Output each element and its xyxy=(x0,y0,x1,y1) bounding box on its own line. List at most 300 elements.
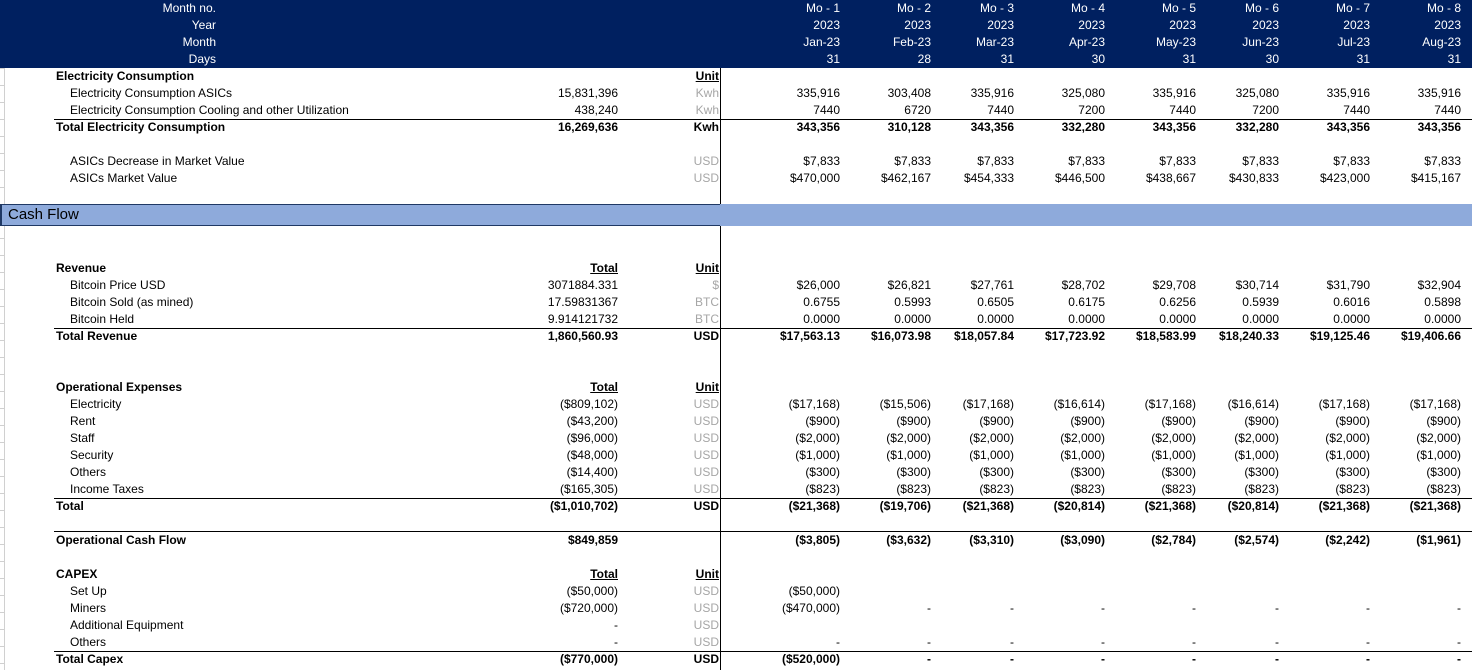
row-unit[interactable]: Kwh xyxy=(693,120,719,134)
row-label[interactable]: ASICs Market Value xyxy=(70,171,178,185)
month-value-cell[interactable]: 0.0000 xyxy=(1424,312,1461,326)
row-label[interactable]: Total Revenue xyxy=(56,329,138,343)
total-header: Total xyxy=(590,567,618,581)
month-value-cell[interactable]: ($1,961) xyxy=(1416,533,1461,547)
month-value-cell[interactable]: $7,833 xyxy=(1333,154,1370,168)
row-label[interactable]: Set Up xyxy=(70,584,107,598)
month-value-cell[interactable]: $17,723.92 xyxy=(1044,329,1105,343)
row-label[interactable]: ASICs Decrease in Market Value xyxy=(70,154,245,168)
header-month-month: Feb-23 xyxy=(892,35,931,49)
month-value-cell[interactable]: 7440 xyxy=(1434,103,1461,117)
month-value-cell[interactable]: 343,356 xyxy=(796,120,840,134)
month-value-cell[interactable]: ($1,000) xyxy=(1151,448,1196,462)
month-value-cell[interactable]: ($300) xyxy=(979,465,1014,479)
row-total[interactable]: ($165,305) xyxy=(559,482,618,496)
row-header-strip xyxy=(0,0,5,670)
row-tick xyxy=(0,340,4,341)
month-value-cell[interactable]: $7,833 xyxy=(1159,154,1196,168)
row-tick xyxy=(0,561,4,562)
row-total[interactable]: 16,269,636 xyxy=(557,120,618,134)
total-top-border xyxy=(54,328,1472,329)
month-value-cell[interactable]: $462,167 xyxy=(880,171,931,185)
month-value-cell[interactable]: - xyxy=(1275,601,1279,615)
month-value-cell[interactable]: - xyxy=(1010,601,1014,615)
month-value-cell[interactable]: - xyxy=(1101,652,1105,666)
month-value-cell[interactable]: 7440 xyxy=(1343,103,1370,117)
row-tick xyxy=(0,663,4,664)
section-title: Operational Expenses xyxy=(56,380,183,394)
month-value-cell[interactable]: 335,916 xyxy=(796,86,840,100)
month-value-cell[interactable]: ($50,000) xyxy=(788,584,840,598)
section-title: CAPEX xyxy=(56,567,98,581)
month-value-cell[interactable]: 335,916 xyxy=(1326,86,1370,100)
row-total[interactable]: ($48,000) xyxy=(566,448,618,462)
month-value-cell[interactable]: ($21,368) xyxy=(788,499,840,513)
row-total[interactable]: 9.914121732 xyxy=(547,312,618,326)
header-label: Year xyxy=(191,18,216,32)
row-total[interactable]: - xyxy=(614,635,618,649)
month-value-cell[interactable]: ($1,000) xyxy=(1416,448,1461,462)
header-month-mo: Mo - 7 xyxy=(1335,1,1370,15)
month-value-cell[interactable]: $454,333 xyxy=(963,171,1014,185)
month-value-cell[interactable]: $423,000 xyxy=(1319,171,1370,185)
row-tick xyxy=(0,544,4,545)
row-total[interactable]: 17.59831367 xyxy=(547,295,618,309)
row-label[interactable]: Security xyxy=(70,448,114,462)
row-total[interactable]: $849,859 xyxy=(567,533,618,547)
month-value-cell[interactable]: ($1,000) xyxy=(886,448,931,462)
row-unit[interactable]: USD xyxy=(693,154,719,168)
month-value-cell[interactable]: 343,356 xyxy=(1417,120,1461,134)
month-value-cell[interactable]: ($21,368) xyxy=(1409,499,1461,513)
month-value-cell[interactable]: ($2,000) xyxy=(1416,431,1461,445)
row-tick xyxy=(0,323,4,324)
month-value-cell[interactable]: - xyxy=(1275,635,1279,649)
unit-column-divider xyxy=(720,68,721,204)
month-value-cell[interactable]: 303,408 xyxy=(887,86,931,100)
month-value-cell[interactable]: ($16,614) xyxy=(1053,397,1105,411)
row-tick xyxy=(0,425,4,426)
header-label: Month xyxy=(182,35,216,49)
header-month-month: Apr-23 xyxy=(1068,35,1105,49)
row-total[interactable]: ($43,200) xyxy=(566,414,618,428)
header-month-days: 31 xyxy=(1182,52,1196,66)
row-total[interactable]: 438,240 xyxy=(574,103,618,117)
row-label[interactable]: Electricity Consumption ASICs xyxy=(70,86,233,100)
row-unit[interactable]: USD xyxy=(693,635,719,649)
month-value-cell[interactable]: ($470,000) xyxy=(781,601,840,615)
month-value-cell[interactable]: - xyxy=(1010,635,1014,649)
month-value-cell[interactable]: 7200 xyxy=(1252,103,1279,117)
month-value-cell[interactable]: ($21,368) xyxy=(1318,499,1370,513)
month-value-cell[interactable]: 0.0000 xyxy=(894,312,931,326)
row-total[interactable]: ($1,010,702) xyxy=(549,499,618,513)
month-value-cell[interactable]: ($823) xyxy=(1070,482,1105,496)
month-value-cell[interactable]: 335,916 xyxy=(1152,86,1196,100)
month-value-cell[interactable]: 0.6505 xyxy=(977,295,1014,309)
month-value-cell[interactable]: $26,821 xyxy=(887,278,931,292)
month-value-cell[interactable]: 0.5993 xyxy=(894,295,931,309)
month-value-cell[interactable]: ($900) xyxy=(1161,414,1196,428)
month-value-cell[interactable]: ($1,000) xyxy=(1060,448,1105,462)
header-month-mo: Mo - 1 xyxy=(805,1,840,15)
row-unit[interactable]: Kwh xyxy=(695,86,719,100)
month-value-cell[interactable]: - xyxy=(1192,652,1196,666)
month-value-cell[interactable]: $7,833 xyxy=(977,154,1014,168)
row-tick xyxy=(0,187,4,188)
month-value-cell[interactable]: 343,356 xyxy=(1326,120,1370,134)
row-total[interactable]: ($720,000) xyxy=(559,601,618,615)
row-label[interactable]: Bitcoin Sold (as mined) xyxy=(70,295,194,309)
row-tick xyxy=(0,272,4,273)
month-value-cell[interactable]: ($900) xyxy=(805,414,840,428)
month-value-cell[interactable]: $7,833 xyxy=(1068,154,1105,168)
row-tick xyxy=(0,612,4,613)
row-label[interactable]: Electricity Consumption Cooling and other Utilization xyxy=(70,103,349,117)
row-unit[interactable]: USD xyxy=(693,397,719,411)
row-label[interactable]: Staff xyxy=(70,431,95,445)
month-value-cell[interactable]: $32,904 xyxy=(1417,278,1461,292)
row-total[interactable]: ($50,000) xyxy=(566,584,618,598)
month-value-cell[interactable]: ($2,000) xyxy=(886,431,931,445)
month-value-cell[interactable]: 7440 xyxy=(987,103,1014,117)
month-value-cell[interactable]: 332,280 xyxy=(1235,120,1279,134)
row-total[interactable]: 3071884.331 xyxy=(547,278,618,292)
header-month-days: 30 xyxy=(1091,52,1105,66)
month-value-cell[interactable]: ($19,706) xyxy=(879,499,931,513)
month-value-cell[interactable]: $19,406.66 xyxy=(1400,329,1461,343)
row-tick xyxy=(0,527,4,528)
month-value-cell[interactable]: 310,128 xyxy=(887,120,931,134)
header-month-mo: Mo - 5 xyxy=(1161,1,1196,15)
row-unit[interactable]: USD xyxy=(693,499,719,513)
month-value-cell[interactable]: ($17,168) xyxy=(1409,397,1461,411)
month-value-cell[interactable]: 0.0000 xyxy=(977,312,1014,326)
header-month-year: 2023 xyxy=(1434,18,1461,32)
row-tick xyxy=(0,85,4,86)
month-value-cell[interactable]: ($300) xyxy=(1244,465,1279,479)
month-value-cell[interactable]: 0.5898 xyxy=(1424,295,1461,309)
month-value-cell[interactable]: $438,667 xyxy=(1145,171,1196,185)
month-value-cell[interactable]: ($1,000) xyxy=(1234,448,1279,462)
row-unit[interactable]: USD xyxy=(693,618,719,632)
row-total[interactable]: ($809,102) xyxy=(559,397,618,411)
month-value-cell[interactable]: $19,125.46 xyxy=(1309,329,1370,343)
month-value-cell[interactable]: ($2,242) xyxy=(1325,533,1370,547)
unit-header: Unit xyxy=(695,380,719,394)
row-unit[interactable]: Kwh xyxy=(695,103,719,117)
row-unit[interactable]: USD xyxy=(693,601,719,615)
ocf-top-border xyxy=(54,531,1472,532)
month-value-cell[interactable]: 0.6175 xyxy=(1068,295,1105,309)
month-value-cell[interactable]: ($300) xyxy=(1161,465,1196,479)
month-value-cell[interactable]: ($520,000) xyxy=(781,652,840,666)
header-month-year: 2023 xyxy=(813,18,840,32)
month-value-cell[interactable]: $18,057.84 xyxy=(953,329,1014,343)
month-value-cell[interactable]: ($2,000) xyxy=(1234,431,1279,445)
header-month-mo: Mo - 6 xyxy=(1244,1,1279,15)
header-month-year: 2023 xyxy=(1252,18,1279,32)
total-header: Total xyxy=(590,380,618,394)
row-unit[interactable]: USD xyxy=(693,431,719,445)
row-tick xyxy=(0,629,4,630)
month-value-cell[interactable]: ($20,814) xyxy=(1053,499,1105,513)
header-month-mo: Mo - 3 xyxy=(979,1,1014,15)
month-value-cell[interactable]: $16,073.98 xyxy=(870,329,931,343)
month-value-cell[interactable]: ($300) xyxy=(805,465,840,479)
row-total[interactable]: 15,831,396 xyxy=(557,86,618,100)
month-value-cell[interactable]: ($17,168) xyxy=(1318,397,1370,411)
row-tick xyxy=(0,306,4,307)
row-label[interactable]: Rent xyxy=(70,414,96,428)
month-value-cell[interactable]: $28,702 xyxy=(1061,278,1105,292)
month-value-cell[interactable]: 325,080 xyxy=(1061,86,1105,100)
row-total[interactable]: 1,860,560.93 xyxy=(547,329,618,343)
row-label[interactable]: Total xyxy=(56,499,84,513)
header-month-days: 31 xyxy=(826,52,840,66)
header-month-year: 2023 xyxy=(1169,18,1196,32)
month-value-cell[interactable]: $7,833 xyxy=(803,154,840,168)
month-value-cell[interactable]: ($823) xyxy=(805,482,840,496)
month-value-cell[interactable]: 7440 xyxy=(813,103,840,117)
row-total[interactable]: ($770,000) xyxy=(559,652,618,666)
month-value-cell[interactable]: ($3,310) xyxy=(969,533,1014,547)
header-month-month: Mar-23 xyxy=(975,35,1014,49)
month-value-cell[interactable]: - xyxy=(1192,635,1196,649)
row-tick xyxy=(0,68,4,69)
unit-header: Unit xyxy=(695,69,719,83)
month-value-cell[interactable]: ($21,368) xyxy=(1144,499,1196,513)
row-unit[interactable]: BTC xyxy=(695,295,719,309)
month-value-cell[interactable]: - xyxy=(1457,652,1461,666)
header-label: Month no. xyxy=(162,1,216,15)
row-tick xyxy=(0,238,4,239)
month-value-cell[interactable]: 6720 xyxy=(904,103,931,117)
header-month-mo: Mo - 4 xyxy=(1070,1,1105,15)
row-label[interactable]: Bitcoin Price USD xyxy=(70,278,166,292)
month-value-cell[interactable]: $17,563.13 xyxy=(779,329,840,343)
month-value-cell[interactable]: 0.6256 xyxy=(1159,295,1196,309)
header-month-days: 28 xyxy=(917,52,931,66)
month-value-cell[interactable]: 0.5939 xyxy=(1242,295,1279,309)
month-value-cell[interactable]: 7440 xyxy=(1169,103,1196,117)
month-value-cell[interactable]: - xyxy=(1275,652,1279,666)
month-value-cell[interactable]: ($17,168) xyxy=(788,397,840,411)
row-tick xyxy=(0,442,4,443)
total-header: Total xyxy=(590,261,618,275)
month-value-cell[interactable]: 0.0000 xyxy=(1068,312,1105,326)
month-value-cell[interactable]: $18,240.33 xyxy=(1218,329,1279,343)
month-value-cell[interactable]: ($17,168) xyxy=(1144,397,1196,411)
month-value-cell[interactable]: - xyxy=(1457,601,1461,615)
month-value-cell[interactable]: $446,500 xyxy=(1054,171,1105,185)
month-value-cell[interactable]: ($900) xyxy=(1335,414,1370,428)
month-value-cell[interactable]: 7200 xyxy=(1078,103,1105,117)
row-label[interactable]: Operational Cash Flow xyxy=(56,533,187,547)
month-value-cell[interactable]: ($2,000) xyxy=(1060,431,1105,445)
month-value-cell[interactable]: ($2,000) xyxy=(969,431,1014,445)
month-value-cell[interactable]: ($900) xyxy=(1426,414,1461,428)
month-value-cell[interactable]: 335,916 xyxy=(970,86,1014,100)
month-value-cell[interactable]: ($300) xyxy=(1426,465,1461,479)
month-value-cell[interactable]: 0.0000 xyxy=(803,312,840,326)
row-label[interactable]: Miners xyxy=(70,601,107,615)
month-value-cell[interactable]: - xyxy=(1366,652,1370,666)
row-label[interactable]: Income Taxes xyxy=(70,482,144,496)
cash-flow-title-cell[interactable] xyxy=(0,204,720,226)
header-month-mo: Mo - 8 xyxy=(1426,1,1461,15)
month-value-cell[interactable]: - xyxy=(1366,635,1370,649)
month-value-cell[interactable]: $415,167 xyxy=(1410,171,1461,185)
row-unit[interactable]: USD xyxy=(693,414,719,428)
month-value-cell[interactable]: 343,356 xyxy=(970,120,1014,134)
row-unit[interactable]: USD xyxy=(693,584,719,598)
row-tick xyxy=(0,136,4,137)
month-value-cell[interactable]: - xyxy=(1101,635,1105,649)
month-value-cell[interactable]: ($1,000) xyxy=(795,448,840,462)
row-unit[interactable]: $ xyxy=(712,278,719,292)
row-tick xyxy=(0,578,4,579)
month-value-cell[interactable]: $7,833 xyxy=(894,154,931,168)
month-value-cell[interactable]: - xyxy=(927,652,931,666)
row-unit[interactable]: USD xyxy=(693,171,719,185)
row-label[interactable]: Additional Equipment xyxy=(70,618,184,632)
month-value-cell[interactable]: ($2,574) xyxy=(1234,533,1279,547)
header-month-days: 30 xyxy=(1265,52,1279,66)
row-tick xyxy=(0,255,4,256)
month-value-cell[interactable]: 343,356 xyxy=(1152,120,1196,134)
row-tick xyxy=(0,595,4,596)
month-value-cell[interactable]: 332,280 xyxy=(1061,120,1105,134)
month-value-cell[interactable]: ($1,000) xyxy=(969,448,1014,462)
header-month-month: Jun-23 xyxy=(1242,35,1279,49)
header-label: Days xyxy=(188,52,216,66)
month-value-cell[interactable]: $27,761 xyxy=(970,278,1014,292)
header-month-year: 2023 xyxy=(987,18,1014,32)
month-value-cell[interactable]: ($3,632) xyxy=(886,533,931,547)
row-label[interactable]: Others xyxy=(70,465,107,479)
row-label[interactable]: Others xyxy=(70,635,107,649)
month-value-cell[interactable]: 0.6016 xyxy=(1333,295,1370,309)
month-value-cell[interactable]: $18,583.99 xyxy=(1135,329,1196,343)
month-value-cell[interactable]: - xyxy=(1366,601,1370,615)
row-tick xyxy=(0,119,4,120)
row-unit[interactable]: USD xyxy=(693,329,719,343)
header-month-year: 2023 xyxy=(1078,18,1105,32)
month-value-cell[interactable]: ($2,784) xyxy=(1151,533,1196,547)
row-total[interactable]: - xyxy=(614,618,618,632)
month-value-cell[interactable]: ($2,000) xyxy=(1325,431,1370,445)
month-value-cell[interactable]: 0.0000 xyxy=(1333,312,1370,326)
header-month-month: Aug-23 xyxy=(1422,35,1461,49)
month-value-cell[interactable]: ($20,814) xyxy=(1227,499,1279,513)
month-value-cell[interactable]: ($3,090) xyxy=(1060,533,1105,547)
unit-column-divider xyxy=(720,226,721,670)
row-tick xyxy=(0,102,4,103)
row-tick xyxy=(0,493,4,494)
month-value-cell[interactable]: ($300) xyxy=(1335,465,1370,479)
month-value-cell[interactable]: $31,790 xyxy=(1326,278,1370,292)
month-value-cell[interactable]: ($900) xyxy=(979,414,1014,428)
month-value-cell[interactable]: ($823) xyxy=(979,482,1014,496)
header-month-year: 2023 xyxy=(1343,18,1370,32)
month-value-cell[interactable]: 325,080 xyxy=(1235,86,1279,100)
month-value-cell[interactable]: ($2,000) xyxy=(795,431,840,445)
month-value-cell[interactable]: $7,833 xyxy=(1242,154,1279,168)
total-top-border xyxy=(54,498,1472,499)
month-value-cell[interactable]: $430,833 xyxy=(1228,171,1279,185)
total-top-border xyxy=(54,119,1472,120)
month-value-cell[interactable]: $30,714 xyxy=(1235,278,1279,292)
section-title: Revenue xyxy=(56,261,107,275)
row-total[interactable]: ($14,400) xyxy=(566,465,618,479)
month-value-cell[interactable]: $470,000 xyxy=(789,171,840,185)
month-value-cell[interactable]: ($300) xyxy=(1070,465,1105,479)
row-tick xyxy=(0,153,4,154)
month-value-cell[interactable]: ($300) xyxy=(896,465,931,479)
section-title: Electricity Consumption xyxy=(56,69,195,83)
month-value-cell[interactable]: ($2,000) xyxy=(1151,431,1196,445)
unit-header: Unit xyxy=(695,261,719,275)
row-unit[interactable]: USD xyxy=(693,482,719,496)
row-label[interactable]: Total Electricity Consumption xyxy=(56,120,226,134)
month-value-cell[interactable]: ($900) xyxy=(1244,414,1279,428)
row-unit[interactable]: USD xyxy=(693,448,719,462)
month-value-cell[interactable]: ($1,000) xyxy=(1325,448,1370,462)
month-value-cell[interactable]: $29,708 xyxy=(1152,278,1196,292)
row-label[interactable]: Bitcoin Held xyxy=(70,312,135,326)
month-value-cell[interactable]: - xyxy=(836,635,840,649)
month-value-cell[interactable]: 0.0000 xyxy=(1242,312,1279,326)
month-value-cell[interactable]: ($16,614) xyxy=(1227,397,1279,411)
month-value-cell[interactable]: ($17,168) xyxy=(962,397,1014,411)
row-tick xyxy=(0,374,4,375)
row-total[interactable]: ($96,000) xyxy=(566,431,618,445)
row-tick xyxy=(0,459,4,460)
header-month-days: 31 xyxy=(1447,52,1461,66)
month-value-cell[interactable]: - xyxy=(1101,601,1105,615)
month-value-cell[interactable]: ($823) xyxy=(1426,482,1461,496)
row-label[interactable]: Electricity xyxy=(70,397,122,411)
month-value-cell[interactable]: ($900) xyxy=(1070,414,1105,428)
month-value-cell[interactable]: - xyxy=(1457,635,1461,649)
row-unit[interactable]: USD xyxy=(693,652,719,666)
row-label[interactable]: Total Capex xyxy=(56,652,124,666)
month-value-cell[interactable]: ($823) xyxy=(1335,482,1370,496)
month-value-cell[interactable]: ($823) xyxy=(1161,482,1196,496)
month-value-cell[interactable]: 0.0000 xyxy=(1159,312,1196,326)
row-tick xyxy=(0,408,4,409)
month-value-cell[interactable]: ($900) xyxy=(896,414,931,428)
month-value-cell[interactable]: - xyxy=(1192,601,1196,615)
month-value-cell[interactable]: ($21,368) xyxy=(962,499,1014,513)
month-value-cell[interactable]: ($3,805) xyxy=(795,533,840,547)
month-value-cell[interactable]: 0.6755 xyxy=(803,295,840,309)
month-value-cell[interactable]: - xyxy=(927,601,931,615)
month-value-cell[interactable]: - xyxy=(1010,652,1014,666)
month-value-cell[interactable]: 335,916 xyxy=(1417,86,1461,100)
row-unit[interactable]: BTC xyxy=(695,312,719,326)
month-value-cell[interactable]: $7,833 xyxy=(1424,154,1461,168)
month-value-cell[interactable]: ($823) xyxy=(1244,482,1279,496)
month-value-cell[interactable]: - xyxy=(927,635,931,649)
row-unit[interactable]: USD xyxy=(693,465,719,479)
month-value-cell[interactable]: $26,000 xyxy=(796,278,840,292)
header-month-month: May-23 xyxy=(1155,35,1196,49)
unit-header: Unit xyxy=(695,567,719,581)
month-value-cell[interactable]: ($823) xyxy=(896,482,931,496)
month-value-cell[interactable]: ($15,506) xyxy=(879,397,931,411)
